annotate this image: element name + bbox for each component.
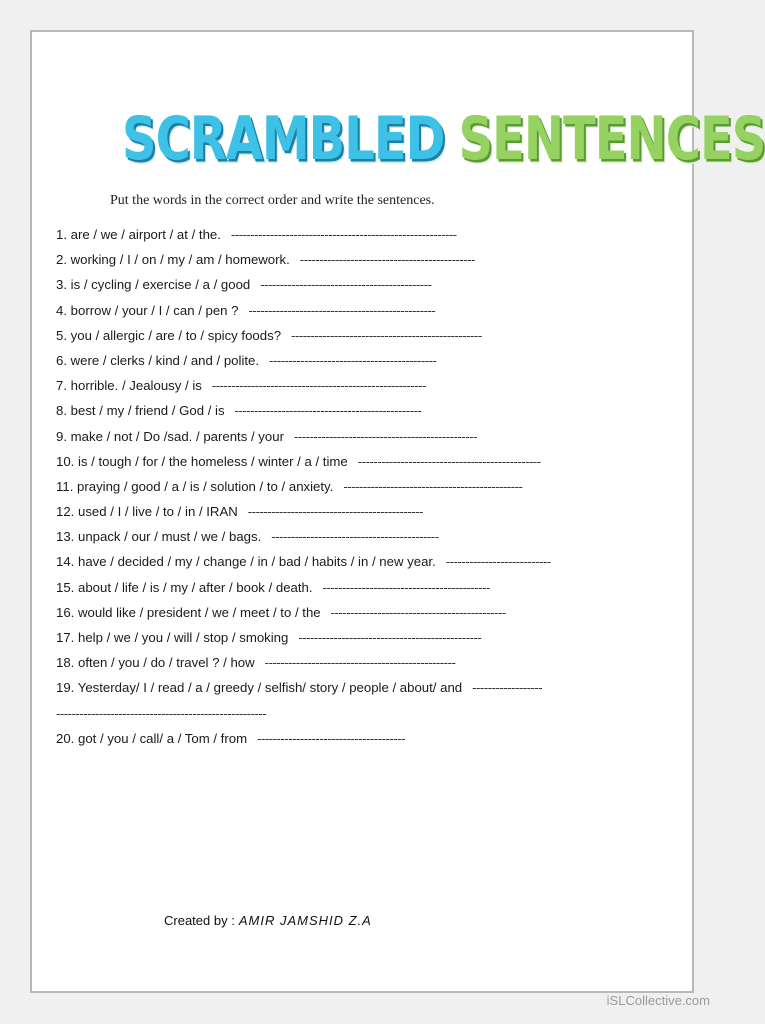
sentence-prompt: 18. often / you / do / travel ? / how <box>56 655 255 671</box>
answer-line: ----------------------------------------------- <box>298 630 482 645</box>
answer-line: --------------------------- <box>445 554 551 570</box>
answer-line: ------------------------------------------------- <box>264 655 456 671</box>
sentence-prompt: 16. would like / president / we / meet / to / the <box>56 604 321 620</box>
title-word-sentences: SENTENCES <box>458 104 765 174</box>
sentence-item <box>56 650 656 675</box>
sentence-prompt: 3. is / cycling / exercise / a / good <box>56 277 251 293</box>
sentence-prompt: 2. working / I / on / my / am / homework. <box>56 252 290 268</box>
sentence-prompt: 4. borrow / your / I / can / pen ? <box>56 302 239 318</box>
answer-line: ------------------------------------------------ <box>234 403 422 419</box>
site-watermark: iSLCollective.com <box>606 993 710 1008</box>
answer-line: ------------------------------------------------- <box>291 327 482 343</box>
sentence-prompt: 17. help / we / you / will / stop / smoking <box>56 630 289 645</box>
sentence-prompt: 12. used / I / live / to / in / IRAN <box>56 504 238 520</box>
sentence-item <box>56 348 656 373</box>
sentence-item <box>56 675 656 700</box>
sentence-item <box>56 222 656 247</box>
sentence-prompt: 9. make / not / Do /sad. / parents / your <box>56 428 284 444</box>
answer-line: ------------------------------------------- <box>269 352 437 368</box>
sentence-item <box>56 625 656 650</box>
sentence-item <box>56 323 656 348</box>
sentence-prompt: 13. unpack / our / must / we / bags. <box>56 529 262 545</box>
sentence-prompt: 6. were / clerks / kind / and / polite. <box>56 352 260 368</box>
sentence-prompt: 11. praying / good / a / is / solution / to / anxiety. <box>56 478 334 494</box>
answer-line: ------------------------------------------------ <box>248 302 436 318</box>
sentence-prompt: 15. about / life / is / my / after / book / death. <box>56 579 313 595</box>
sentence-item <box>56 701 656 726</box>
author-name: AMIR JAMSHID Z.A <box>238 913 372 928</box>
sentence-prompt: 19. Yesterday/ I / read / a / greedy / selfish/ story / people / about/ and <box>56 680 463 696</box>
sentence-item <box>56 424 656 449</box>
answer-line: ----------------------------------------------- <box>293 428 477 444</box>
sentence-prompt: 7. horrible. / Jealousy / is <box>56 378 202 394</box>
answer-line: ---------------------------------------------- <box>343 478 523 494</box>
answer-line: ------------------------------------------------------- <box>211 378 426 394</box>
sentence-item <box>56 247 656 272</box>
author-credit <box>164 913 372 928</box>
worksheet-title <box>122 104 765 192</box>
title-word-scrambled: SCRAMBLED <box>122 104 445 174</box>
answer-line: ------------------ <box>472 680 543 696</box>
answer-line: --------------------------------------------- <box>330 604 506 620</box>
sentence-item <box>56 373 656 398</box>
answer-line: ----------------------------------------------- <box>357 453 541 469</box>
sentence-item <box>56 600 656 625</box>
instruction-text: Put the words in the correct order and write the sentences. <box>110 193 435 208</box>
sentence-prompt: 10. is / tough / for / the homeless / winter / a / time <box>56 453 348 469</box>
answer-line: ---------------------------------------------------------- <box>230 227 457 242</box>
sentence-list <box>56 222 656 751</box>
sentence-prompt: 1. are / we / airport / at / the. <box>56 227 221 242</box>
answer-line: -------------------------------------- <box>257 730 405 746</box>
sentence-prompt: 8. best / my / friend / God / is <box>56 403 225 419</box>
sentence-item <box>56 398 656 423</box>
answer-line: -------------------------------------------- <box>260 277 432 293</box>
sentence-item <box>56 524 656 549</box>
sentence-prompt: 20. got / you / call/ a / Tom / from <box>56 730 248 746</box>
author-label: Created by : <box>164 913 235 928</box>
sentence-prompt: 14. have / decided / my / change / in / bad / habits / in / new year. <box>56 554 436 570</box>
sentence-item <box>56 499 656 524</box>
answer-line: --------------------------------------------- <box>299 252 475 268</box>
answer-line: ------------------------------------------- <box>322 579 490 595</box>
sentence-item <box>56 474 656 499</box>
answer-line: ------------------------------------------------------ <box>56 705 267 721</box>
answer-line: ------------------------------------------- <box>271 529 439 545</box>
sentence-item <box>56 298 656 323</box>
sentence-item <box>56 272 656 297</box>
sentence-prompt: 5. you / allergic / are / to / spicy foods? <box>56 327 282 343</box>
sentence-item <box>56 449 656 474</box>
sentence-item <box>56 726 656 751</box>
sentence-item <box>56 575 656 600</box>
answer-line: --------------------------------------------- <box>247 504 423 520</box>
sentence-item <box>56 549 656 574</box>
worksheet-page <box>30 30 765 993</box>
